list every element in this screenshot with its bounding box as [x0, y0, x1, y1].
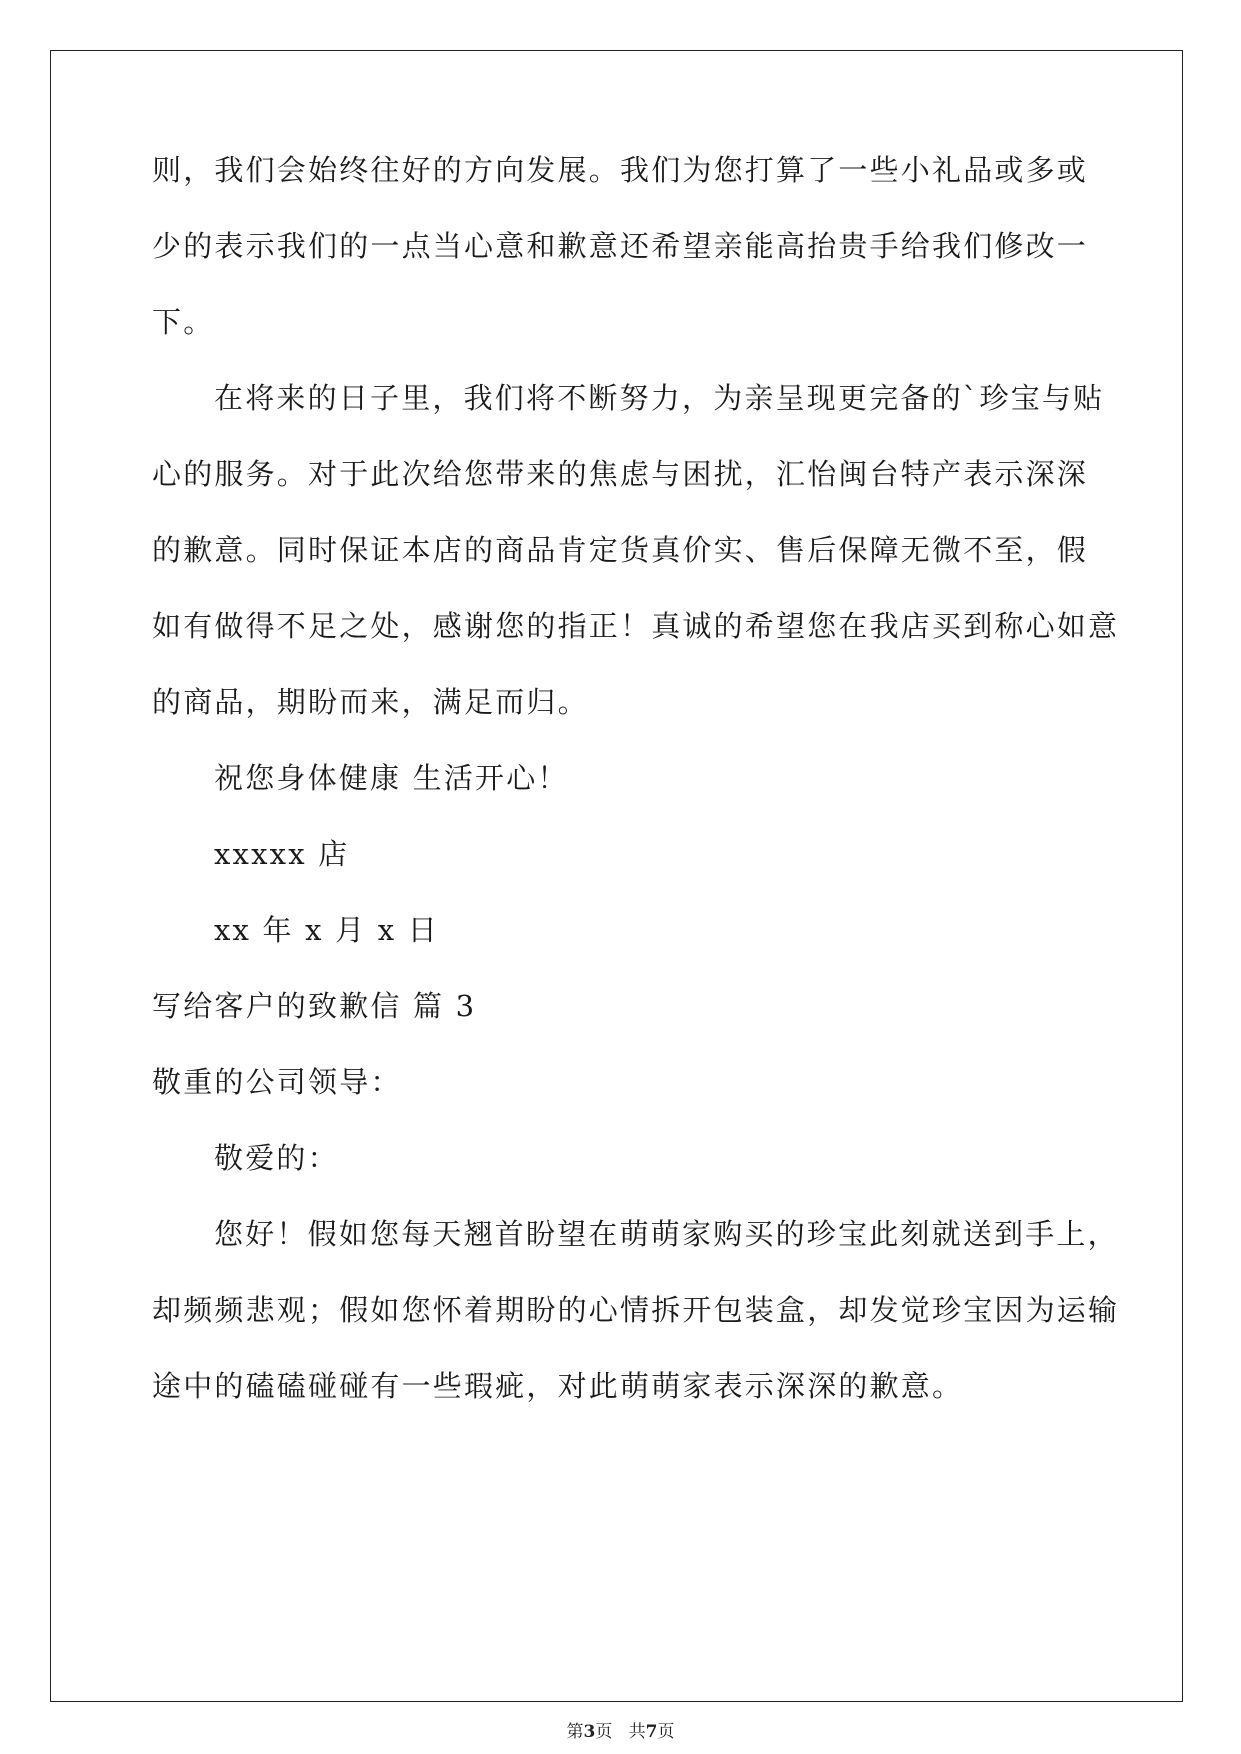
current-page-number: 3 — [583, 1722, 596, 1742]
paragraph-start-line-2: 您好！假如您每天翘首盼望在萌萌家购买的珍宝此刻就送到手上， — [214, 1217, 1119, 1251]
body-line-7: 如有做得不足之处，感谢您的指正！真诚的希望您在我店买到称心如意 — [152, 609, 1120, 643]
body-line-5: 心的服务。对于此次给您带来的焦虑与困扰，汇怡闽台特产表示深深 — [152, 457, 1089, 491]
body-line-2: 少的表示我们的一点当心意和歉意还希望亲能高抬贵手给我们修改一 — [152, 229, 1089, 263]
footer-total-suffix: 页 — [657, 1722, 675, 1742]
greeting: 敬爱的： — [214, 1141, 339, 1175]
section-heading: 写给客户的致歉信 篇 3 — [152, 989, 477, 1023]
body-line-8: 的商品，期盼而来，满足而归。 — [152, 685, 589, 719]
body-line-1: 则，我们会始终往好的方向发展。我们为您打算了一些小礼品或多或 — [152, 153, 1089, 187]
page-border — [50, 50, 1183, 1702]
paragraph-start-line: 在将来的日子里，我们将不断努力，为亲呈现更完备的`珍宝与贴 — [214, 381, 1105, 415]
body-line-6: 的歉意。同时保证本店的商品肯定货真价实、售后保障无微不至，假 — [152, 533, 1089, 567]
signature-store: xxxxx 店 — [214, 837, 350, 871]
closing-wish: 祝您身体健康 生活开心！ — [214, 761, 569, 795]
footer-total-prefix: 共 — [628, 1722, 646, 1742]
body-line-3: 下。 — [152, 305, 215, 339]
salutation: 敬重的公司领导： — [152, 1065, 402, 1099]
signature-date: xx 年 x 月 x 日 — [214, 913, 439, 947]
body-line-17: 途中的磕磕碰碰有一些瑕疵，对此萌萌家表示深深的歉意。 — [152, 1369, 964, 1403]
body-line-16: 却频频悲观；假如您怀着期盼的心情拆开包装盒，却发觉珍宝因为运输 — [152, 1293, 1120, 1327]
footer-page-word: 页 — [595, 1722, 613, 1742]
footer-prefix: 第 — [566, 1722, 584, 1742]
total-page-count: 7 — [645, 1722, 658, 1742]
page-number-footer — [0, 1722, 1241, 1742]
